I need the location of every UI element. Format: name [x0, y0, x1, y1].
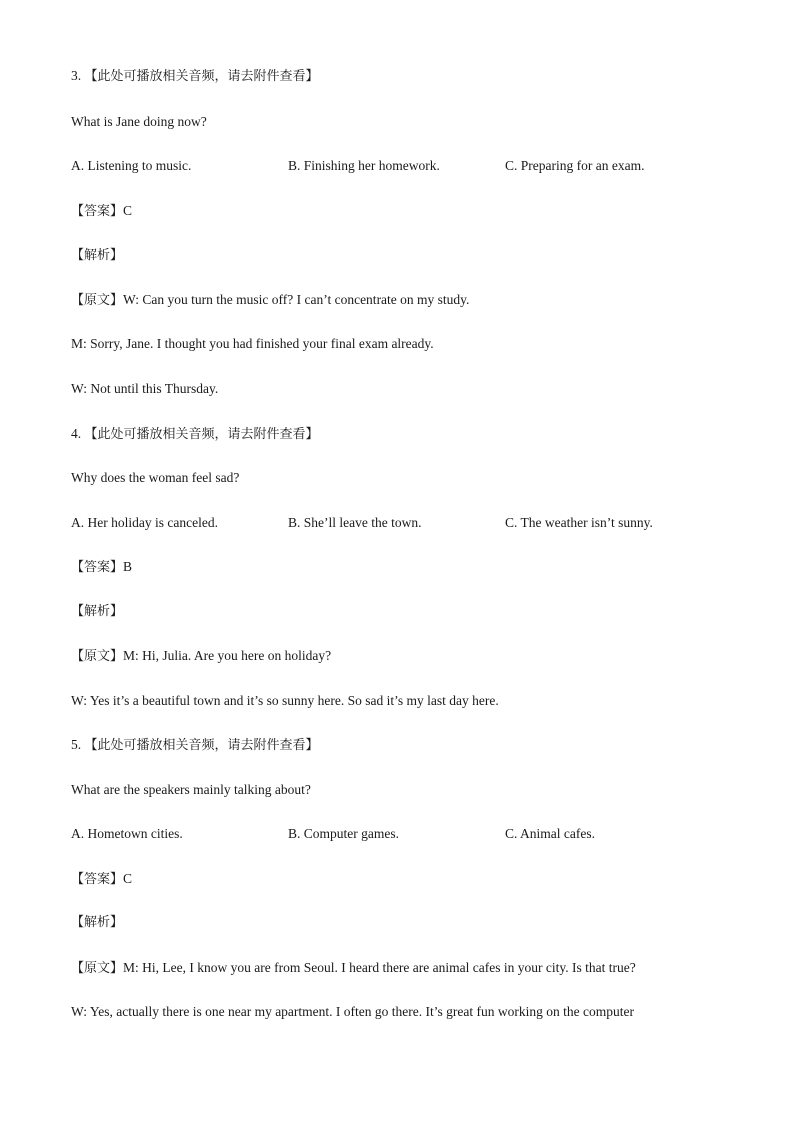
question-3-transcript-line-2: M: Sorry, Jane. I thought you had finished your final exam already.: [71, 336, 434, 351]
answer-label: 【答案】: [71, 560, 124, 575]
transcript-label: 【原文】: [71, 293, 124, 308]
question-3-option-c: C. Preparing for an exam.: [505, 158, 645, 173]
question-4-option-b: B. She’ll leave the town.: [288, 515, 422, 530]
question-3-transcript-line-1: [71, 291, 469, 310]
question-4-transcript-line-1: [71, 647, 331, 666]
question-4-prompt: Why does the woman feel sad?: [71, 470, 240, 485]
answer-value: C: [123, 871, 133, 886]
question-5-analysis-label: 【解析】: [71, 915, 124, 930]
question-3-prompt: What is Jane doing now?: [71, 114, 207, 129]
question-3-option-b: B. Finishing her homework.: [288, 158, 440, 173]
audio-note[interactable]: 【此处可播放相关音频，请去附件查看】: [84, 738, 319, 753]
answer-value: C: [123, 203, 133, 218]
question-3-heading: [71, 67, 319, 86]
question-number: 4.: [71, 426, 82, 441]
transcript-text: M: Hi, Lee, I know you are from Seoul. I heard there are animal cafes in your city. Is that true?: [123, 960, 636, 975]
answer-label: 【答案】: [71, 872, 124, 887]
question-number: 5.: [71, 737, 82, 752]
question-4-option-c: C. The weather isn’t sunny.: [505, 515, 653, 530]
question-5-option-a: A. Hometown cities.: [71, 826, 183, 841]
question-4-answer: [71, 558, 132, 577]
answer-value: B: [123, 559, 133, 574]
transcript-text: M: Hi, Julia. Are you here on holiday?: [123, 648, 332, 663]
question-5-prompt: What are the speakers mainly talking about?: [71, 782, 311, 797]
answer-label: 【答案】: [71, 204, 124, 219]
question-5-answer: [71, 870, 132, 889]
question-5-option-c: C. Animal cafes.: [505, 826, 595, 841]
question-number: 3.: [71, 68, 82, 83]
transcript-text: W: Can you turn the music off? I can’t concentrate on my study.: [123, 292, 470, 307]
question-3-analysis-label: 【解析】: [71, 248, 124, 263]
question-3-answer: [71, 202, 132, 221]
transcript-label: 【原文】: [71, 961, 124, 976]
question-4-transcript-line-2: W: Yes it’s a beautiful town and it’s so sunny here. So sad it’s my last day here.: [71, 693, 499, 708]
question-5-transcript-line-1: [71, 959, 636, 978]
question-4-analysis-label: 【解析】: [71, 604, 124, 619]
question-3-option-a: A. Listening to music.: [71, 158, 192, 173]
question-5-transcript-line-2: W: Yes, actually there is one near my apartment. I often go there. It’s great fun working on the computer: [71, 1004, 634, 1019]
question-3-transcript-line-3: W: Not until this Thursday.: [71, 381, 219, 396]
question-4-heading: [71, 425, 319, 444]
audio-note[interactable]: 【此处可播放相关音频，请去附件查看】: [84, 427, 319, 442]
question-4-option-a: A. Her holiday is canceled.: [71, 515, 218, 530]
transcript-label: 【原文】: [71, 649, 124, 664]
question-5-option-b: B. Computer games.: [288, 826, 399, 841]
question-5-heading: [71, 736, 319, 755]
audio-note[interactable]: 【此处可播放相关音频，请去附件查看】: [84, 69, 319, 84]
